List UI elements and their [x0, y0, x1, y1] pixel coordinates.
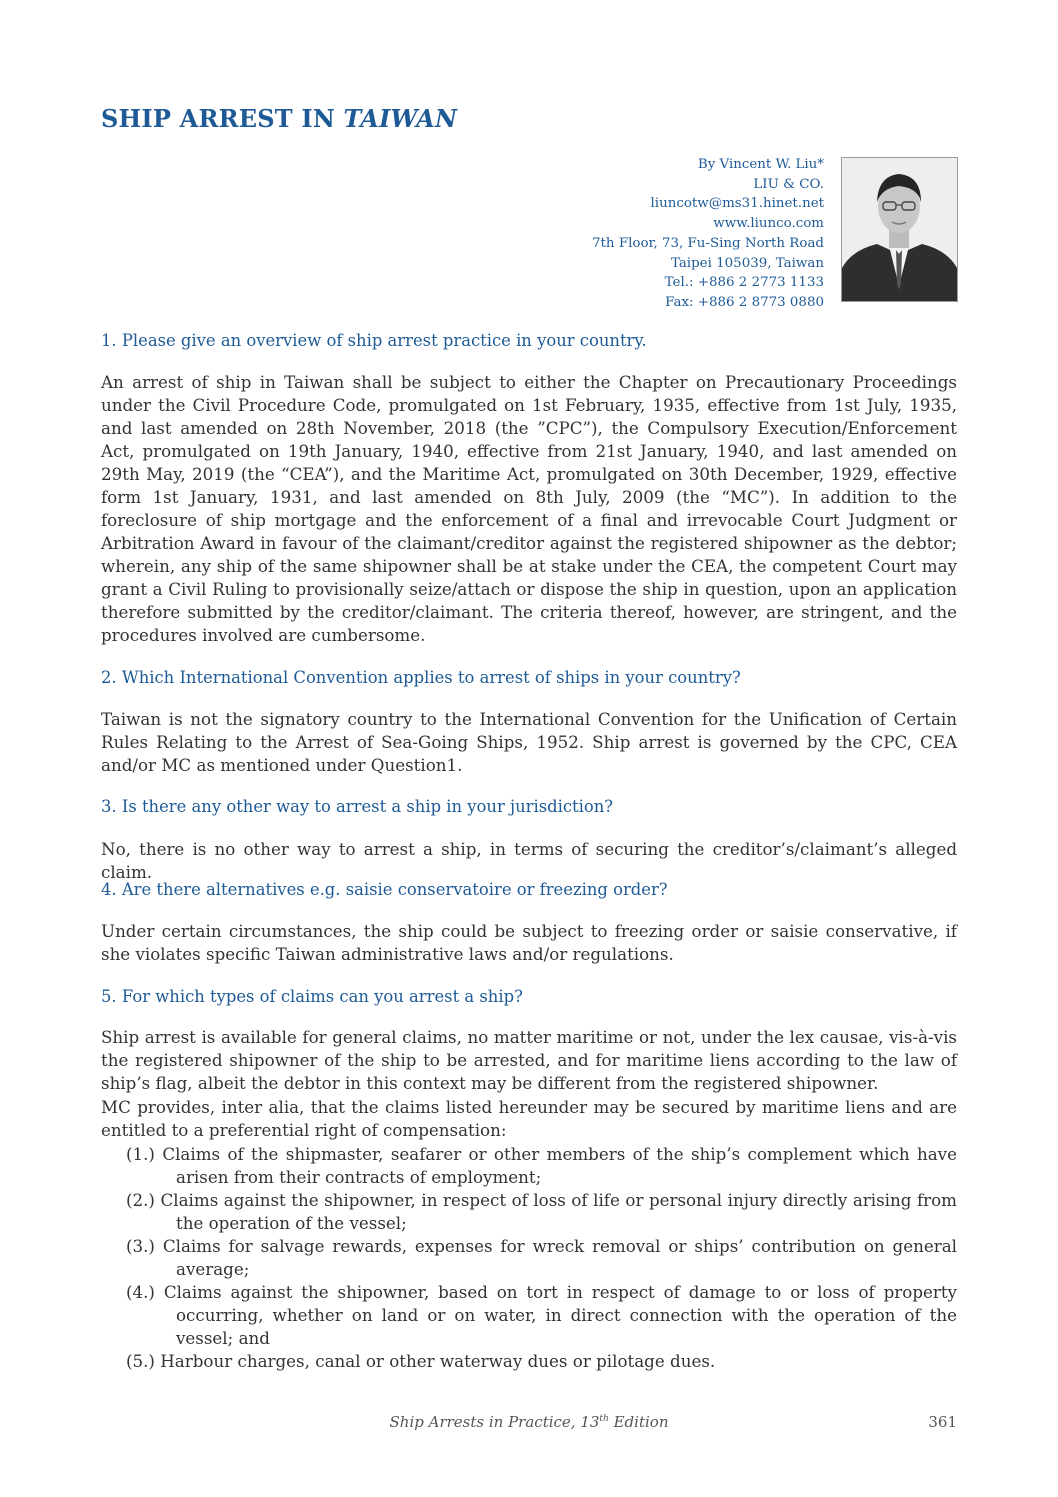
author-email[interactable]: liuncotw@ms31.hinet.net [650, 196, 824, 212]
question-3: 3. Is there any other way to arrest a ship in your jurisdiction? [101, 797, 614, 816]
question-1: 1. Please give an overview of ship arrest practice in your country. [101, 331, 647, 350]
answer-1: An arrest of ship in Taiwan shall be subject to either the Chapter on Precautionary Proceedings under the Civil Procedure Code, promulgated on 1st February, 1935, effective from 1st July, 1935, and last amended on 28th November, 2018 (the ”CPC”), the Compulsory Execution/Enforcement Act, promulgated on 19th January, 1940, effective from 21st January, 1940, and last amended on 29th May, 2019 (the “CEA”), and the Maritime Act, promulgated on 30th December, 1929, effective form 1st January, 1931, and last amended on 8th July, 2009 (the “MC”). In addition to the foreclosure of ship mortgage and the enforcement of a final and irrevocable Court Judgment or Arbitration Award in favour of the claimant/creditor against the registered shipowner as the debtor; wherein, any ship of the same shipowner shall be at stake under the CEA, the competent Court may grant a Civil Ruling to provisionally seize/attach or dispose the ship in question, upon an application therefore submitted by the creditor/claimant. The criteria thereof, however, are stringent, and the procedures involved are cumbersome. [101, 372, 957, 645]
page-number: 361 [928, 1413, 957, 1431]
author-website[interactable]: www.liunco.com [713, 216, 824, 232]
question-5: 5. For which types of claims can you arrest a ship? [101, 987, 523, 1006]
footer-book-title [0, 1413, 1058, 1431]
author-firm: LIU & CO. [753, 176, 824, 192]
author-fax: Fax: +886 2 8773 0880 [665, 294, 824, 310]
answer-4: Under certain circumstances, the ship could be subject to freezing order or saisie conservative, if she violates specific Taiwan administrative laws and/or regulations. [101, 921, 957, 964]
author-block [592, 155, 824, 313]
claim-list-item: (4.) Claims against the shipowner, based on tort in respect of damage to or loss of property occurring, whether on land or on water, in direct connection with the operation of the vessel; and [126, 1282, 957, 1348]
author-address-line2: Taipei 105039, Taiwan [670, 255, 824, 271]
author-photo [841, 157, 958, 302]
author-name: By Vincent W. Liu* [697, 157, 824, 172]
claim-list-item: (2.) Claims against the shipowner, in respect of loss of life or personal injury directly arising from the operation of the vessel; [126, 1190, 957, 1233]
claim-list-item: (3.) Claims for salvage rewards, expenses for wreck removal or ships’ contribution on general average; [126, 1236, 957, 1279]
footer-edition: Edition [608, 1413, 669, 1431]
answer-5-intro: MC provides, inter alia, that the claims listed hereunder may be secured by maritime liens and are entitled to a preferential right of compensation: [101, 1097, 957, 1140]
page-title [101, 104, 457, 133]
claim-list-item: (5.) Harbour charges, canal or other waterway dues or pilotage dues. [126, 1351, 716, 1371]
footer-book: Ship Arrests in Practice, 13 [389, 1413, 600, 1431]
footer-edition-sup: th [599, 1414, 609, 1424]
author-address-line1: 7th Floor, 73, Fu-Sing North Road [592, 235, 824, 251]
answer-2: Taiwan is not the signatory country to the International Convention for the Unification of Certain Rules Relating to the Arrest of Sea-Going Ships, 1952. Ship arrest is governed by the CPC, CEA and/or MC as mentioned under Question1. [101, 709, 957, 775]
question-4: 4. Are there alternatives e.g. saisie conservatoire or freezing order? [101, 880, 668, 899]
question-2: 2. Which International Convention applies to arrest of ships in your country? [101, 668, 741, 687]
answer-5-paragraph: Ship arrest is available for general claims, no matter maritime or not, under the lex causae, vis-à-vis the registered shipowner of the ship to be arrested, and for maritime liens according to the law of ship’s flag, albeit the debtor in this context may be different from the registered shipowner. [101, 1027, 957, 1093]
claim-list-item: (1.) Claims of the shipmaster, seafarer or other members of the ship’s complement which have arisen from their contracts of employment; [126, 1144, 957, 1187]
answer-3: No, there is no other way to arrest a ship, in terms of securing the creditor’s/claimant’s alleged claim. [101, 839, 957, 882]
author-tel: Tel.: +886 2 2773 1133 [664, 275, 824, 291]
title-country: TAIWAN [343, 104, 458, 133]
author-portrait-image [842, 158, 957, 301]
title-main: SHIP ARREST IN [101, 104, 344, 133]
